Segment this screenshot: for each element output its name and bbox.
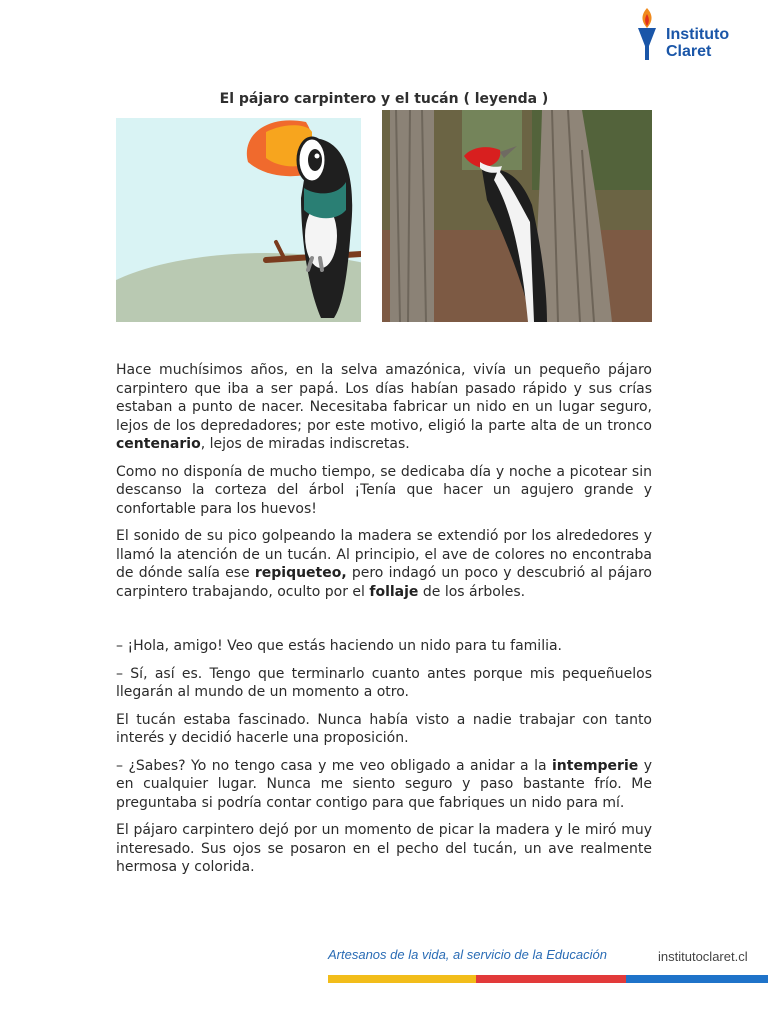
paragraph-8: El pájaro carpintero dejó por un momento de picar la madera y le miró muy interesado. Sus ojos se posaron en el pecho del tucán, un ave realmente hermosa y colorida. (116, 822, 652, 875)
paragraph-4: – ¡Hola, amigo! Veo que estás haciendo un nido para tu familia. (116, 638, 563, 654)
toucan-illustration (116, 118, 361, 322)
footer-url[interactable]: institutoclaret.cl (658, 949, 748, 964)
page-title: El pájaro carpintero y el tucán ( leyenda ) (219, 91, 549, 107)
paragraph-7: – ¿Sabes? Yo no tengo casa y me veo obligado a anidar a la intemperie y en cualquier lugar. Nunca me siento seguro y paso bastante frío. Me preguntaba si podría contar contigo para que fabriques un nido para mí. (116, 757, 652, 811)
logo-line1: Instituto (666, 26, 730, 43)
paragraph-1: Hace muchísimos años, en la selva amazónica, vivía un pequeño pájaro carpintero que iba a ser papá. Los días habían pasado rápido y sus crías estaban a punto de nacer. Necesitaba fabricar un nido en un lugar seguro, lejos de los depredadores; por este motivo, eligió la parte alta de un tronco centenario, lejos de miradas indiscretas. (116, 362, 652, 452)
footer-tagline: Artesanos de la vida, al servicio de la Educación (328, 947, 607, 962)
woodpecker-photo (382, 110, 652, 322)
footer-stripe-yellow (328, 975, 476, 983)
torch-icon (634, 6, 660, 62)
keyword-follaje: follaje (369, 583, 419, 600)
paragraph-3: El sonido de su pico golpeando la madera se extendió por los alrededores y llamó la atención de un tucán. Al principio, el ave de colores no encontraba de dónde salía ese repiqueteo, pero indagó un poco y descubrió al pájaro carpintero trabajando, oculto por el follaje de los árboles. (116, 528, 652, 600)
footer-stripe-blue (626, 975, 768, 983)
paragraph-2: Como no disponía de mucho tiempo, se dedicaba día y noche a picotear sin descanso la corteza del árbol ¡Tenía que hacer un agujero grande y confortable para los huevos! (116, 463, 652, 517)
institute-logo (632, 6, 762, 66)
paragraph-6: El tucán estaba fascinado. Nunca había visto a nadie trabajar con tanto interés y decidió hacerle una proposición. (116, 711, 652, 746)
logo-line2: Claret (666, 43, 712, 60)
footer-stripe-red (476, 975, 626, 983)
keyword-intemperie: intemperie (551, 757, 639, 774)
keyword-repiqueteo: repiqueteo, (254, 565, 347, 581)
keyword-centenario: centenario (116, 436, 201, 452)
story-body (116, 361, 652, 886)
paragraph-5: – Sí, así es. Tengo que terminarlo cuanto antes porque mis pequeñuelos llegarán al mundo de un momento a otro. (116, 665, 652, 700)
